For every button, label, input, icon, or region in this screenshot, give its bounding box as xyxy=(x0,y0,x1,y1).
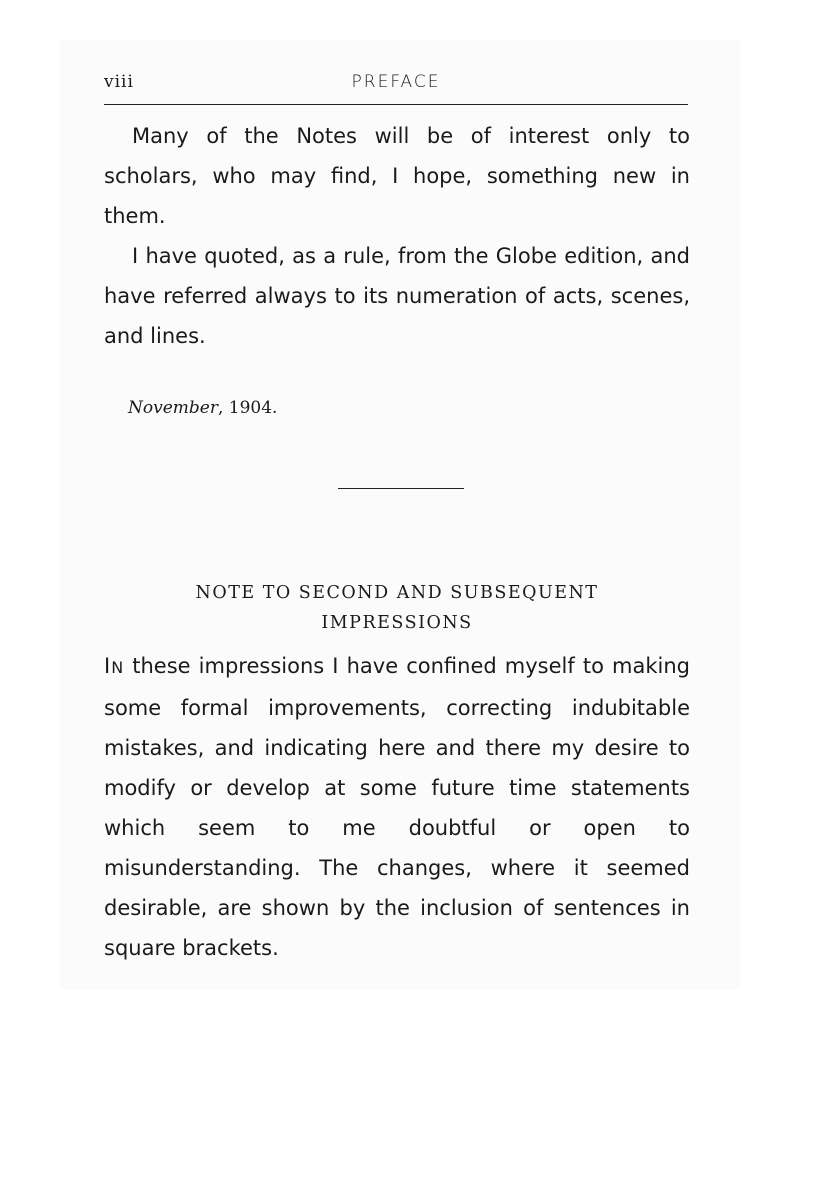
preface-paragraph-1: Many of the Notes will be of interest only to scholars, who may find, I hope, something new in them. xyxy=(104,124,690,228)
note-heading-line-1: NOTE TO SECOND AND SUBSEQUENT xyxy=(195,583,599,603)
date-year: , 1904. xyxy=(217,398,278,418)
section-divider xyxy=(338,488,464,489)
note-initial-letter: I xyxy=(104,654,112,678)
running-title: PREFACE xyxy=(351,72,441,92)
note-heading xyxy=(104,578,690,638)
preface-text xyxy=(104,116,690,356)
header-rule xyxy=(104,104,688,105)
note-text xyxy=(104,646,690,968)
preface-paragraph-2: I have quoted, as a rule, from the Globe edition, and have referred always to its numeration of acts, scenes, and lines. xyxy=(104,244,690,348)
note-body: these impressions I have confined myself to making some formal improvements, correcting indubitable mistakes, and indicating here and there my desire to modify or develop at some future time statements which seem to me doubtful or open to misunderstanding. The changes, where it seemed desirable, are shown by the inclusion of sentences in square brackets. xyxy=(104,654,690,960)
page-number: viii xyxy=(104,72,134,92)
running-header xyxy=(104,72,688,98)
date-month: November xyxy=(128,398,218,418)
note-heading-line-2: IMPRESSIONS xyxy=(321,613,473,633)
note-paragraph xyxy=(104,646,690,968)
note-initial-smallcap: N xyxy=(111,658,125,677)
note-initial xyxy=(104,654,124,678)
date-line xyxy=(128,398,277,418)
